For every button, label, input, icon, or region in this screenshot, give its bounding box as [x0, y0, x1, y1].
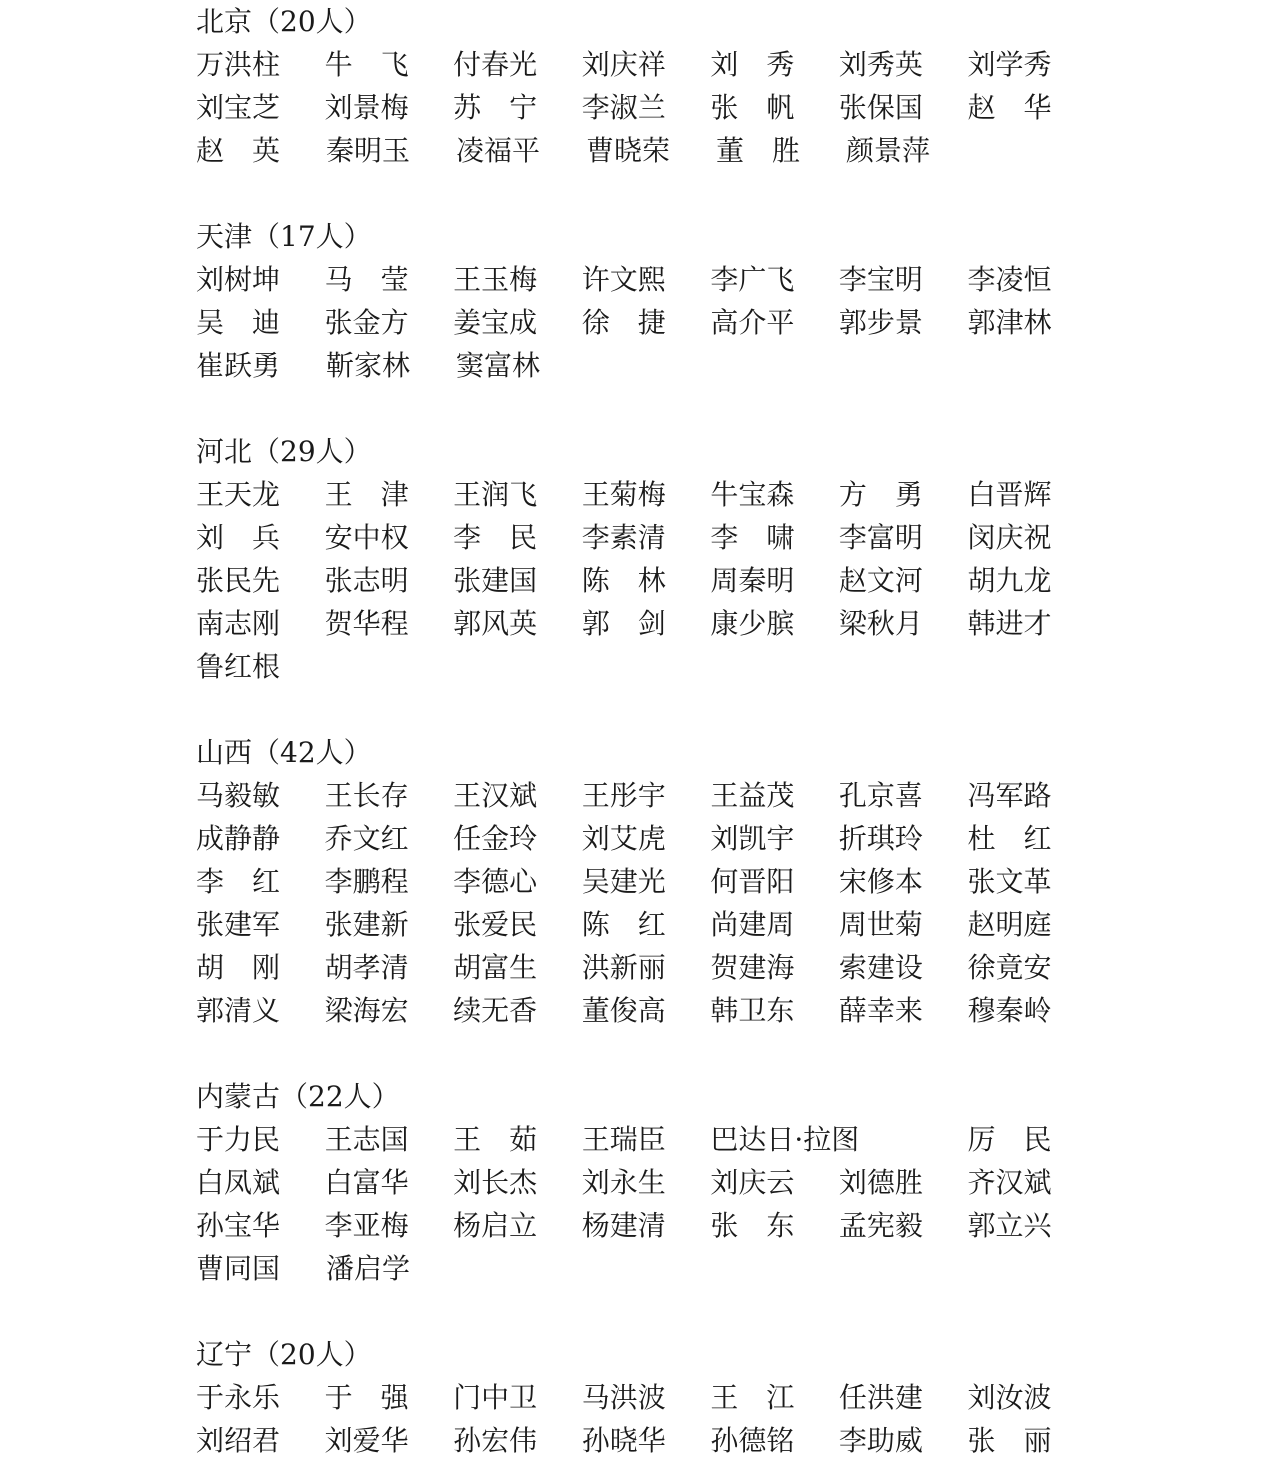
person-name: 刘凯宇 — [710, 822, 795, 855]
person-name: 孙宏伟 — [453, 1424, 538, 1457]
person-name: 张建军 — [196, 908, 281, 941]
person-name: 王益茂 — [710, 779, 795, 812]
person-name: 王玉梅 — [453, 263, 538, 296]
person-name: 刘秀英 — [838, 48, 923, 81]
person-name: 乔文红 — [324, 822, 409, 855]
person-name: 郭风英 — [453, 607, 538, 640]
person-name: 陈 红 — [581, 908, 666, 941]
person-name: 穆秦岭 — [967, 994, 1052, 1027]
name-row — [196, 1161, 1096, 1204]
person-name: 张 帆 — [710, 91, 795, 124]
person-name: 杨启立 — [453, 1209, 538, 1242]
person-name: 任金玲 — [453, 822, 538, 855]
section-spacer — [196, 1290, 1096, 1333]
person-name: 白富华 — [324, 1166, 409, 1199]
person-name: 刘绍君 — [196, 1424, 281, 1457]
person-name: 方 勇 — [838, 478, 923, 511]
person-name: 巴达日·拉图 — [710, 1123, 860, 1156]
document-body — [196, 0, 1096, 1462]
person-name: 王彤宇 — [581, 779, 666, 812]
person-name: 李素清 — [581, 521, 666, 554]
person-name: 刘庆云 — [710, 1166, 795, 1199]
person-name: 白晋辉 — [967, 478, 1052, 511]
person-name: 王 江 — [710, 1381, 795, 1414]
person-name: 厉 民 — [967, 1123, 1052, 1156]
person-name: 郭立兴 — [967, 1209, 1052, 1242]
name-row — [196, 344, 1096, 387]
person-name: 胡孝清 — [324, 951, 409, 984]
person-name: 孟宪毅 — [838, 1209, 923, 1242]
person-name: 鲁红根 — [196, 650, 281, 683]
person-name: 刘景梅 — [324, 91, 409, 124]
person-name: 刘学秀 — [967, 48, 1052, 81]
person-name: 索建设 — [838, 951, 923, 984]
province-heading: 河北（29人） — [196, 435, 372, 468]
person-name: 成静静 — [196, 822, 281, 855]
person-name: 刘永生 — [581, 1166, 666, 1199]
province-heading: 内蒙古（22人） — [196, 1080, 400, 1113]
person-name: 张建新 — [324, 908, 409, 941]
person-name: 郭清义 — [196, 994, 281, 1027]
person-name: 张 东 — [710, 1209, 795, 1242]
name-row — [196, 129, 1096, 172]
person-name: 吴 迪 — [196, 306, 281, 339]
person-name: 潘启学 — [326, 1252, 411, 1285]
person-name: 王志国 — [324, 1123, 409, 1156]
person-name: 冯军路 — [967, 779, 1052, 812]
person-name: 梁秋月 — [838, 607, 923, 640]
person-name: 杨建清 — [581, 1209, 666, 1242]
person-name: 韩卫东 — [710, 994, 795, 1027]
person-name: 秦明玉 — [326, 134, 411, 167]
name-row — [196, 989, 1096, 1032]
person-name: 苏 宁 — [453, 91, 538, 124]
name-row — [196, 86, 1096, 129]
name-row — [196, 301, 1096, 344]
person-name: 折琪玲 — [838, 822, 923, 855]
person-name: 付春光 — [453, 48, 538, 81]
person-name: 洪新丽 — [581, 951, 666, 984]
province-section — [196, 0, 1096, 215]
person-name: 刘树坤 — [196, 263, 281, 296]
person-name: 李助威 — [838, 1424, 923, 1457]
person-name: 牛宝森 — [710, 478, 795, 511]
person-name: 马 莹 — [324, 263, 409, 296]
person-name: 贺建海 — [710, 951, 795, 984]
person-name: 闵庆祝 — [967, 521, 1052, 554]
province-heading: 辽宁（20人） — [196, 1338, 372, 1371]
person-name: 胡富生 — [453, 951, 538, 984]
person-name: 王瑞臣 — [581, 1123, 666, 1156]
person-name: 赵 华 — [967, 91, 1052, 124]
person-name: 李淑兰 — [581, 91, 666, 124]
person-name: 李凌恒 — [967, 263, 1052, 296]
name-row — [196, 602, 1096, 645]
name-row — [196, 516, 1096, 559]
province-heading: 北京（20人） — [196, 5, 372, 38]
name-row — [196, 645, 1096, 688]
person-name: 刘汝波 — [967, 1381, 1052, 1414]
name-row — [196, 774, 1096, 817]
person-name: 刘宝芝 — [196, 91, 281, 124]
person-name: 于永乐 — [196, 1381, 281, 1414]
name-row — [196, 946, 1096, 989]
province-section — [196, 1333, 1096, 1462]
person-name: 李 红 — [196, 865, 281, 898]
person-name: 郭步景 — [838, 306, 923, 339]
person-name: 张建国 — [453, 564, 538, 597]
person-name: 何晋阳 — [710, 865, 795, 898]
person-name: 赵明庭 — [967, 908, 1052, 941]
person-name: 续无香 — [453, 994, 538, 1027]
section-spacer — [196, 172, 1096, 215]
person-name: 贺华程 — [324, 607, 409, 640]
person-name: 安中权 — [324, 521, 409, 554]
name-row — [196, 1118, 1096, 1161]
person-name: 王汉斌 — [453, 779, 538, 812]
name-row — [196, 1376, 1096, 1419]
person-name: 李 啸 — [710, 521, 795, 554]
person-name: 赵 英 — [196, 134, 281, 167]
person-name: 刘长杰 — [453, 1166, 538, 1199]
person-name: 徐 捷 — [581, 306, 666, 339]
person-name: 门中卫 — [453, 1381, 538, 1414]
person-name: 许文熙 — [581, 263, 666, 296]
person-name: 李富明 — [838, 521, 923, 554]
name-row — [196, 903, 1096, 946]
person-name: 宋修本 — [838, 865, 923, 898]
person-name: 于力民 — [196, 1123, 281, 1156]
name-row — [196, 43, 1096, 86]
person-name: 王天龙 — [196, 478, 281, 511]
person-name: 李鹏程 — [324, 865, 409, 898]
person-name: 张 丽 — [967, 1424, 1052, 1457]
person-name: 李广飞 — [710, 263, 795, 296]
person-name: 凌福平 — [456, 134, 541, 167]
person-name: 任洪建 — [838, 1381, 923, 1414]
name-row — [196, 258, 1096, 301]
person-name: 张爱民 — [453, 908, 538, 941]
person-name: 刘庆祥 — [581, 48, 666, 81]
person-name: 赵文河 — [838, 564, 923, 597]
province-heading: 山西（42人） — [196, 736, 372, 769]
person-name: 张金方 — [324, 306, 409, 339]
person-name: 周秦明 — [710, 564, 795, 597]
person-name: 周世菊 — [838, 908, 923, 941]
province-section — [196, 430, 1096, 731]
person-name: 姜宝成 — [453, 306, 538, 339]
name-row — [196, 559, 1096, 602]
person-name: 薛幸来 — [838, 994, 923, 1027]
person-name: 白凤斌 — [196, 1166, 281, 1199]
person-name: 于 强 — [324, 1381, 409, 1414]
name-row — [196, 1204, 1096, 1247]
person-name: 马洪波 — [581, 1381, 666, 1414]
person-name: 刘德胜 — [838, 1166, 923, 1199]
person-name: 靳家林 — [326, 349, 411, 382]
person-name: 曹晓荣 — [586, 134, 671, 167]
person-name: 杜 红 — [967, 822, 1052, 855]
person-name: 李宝明 — [838, 263, 923, 296]
name-row — [196, 860, 1096, 903]
person-name: 张志明 — [324, 564, 409, 597]
person-name: 崔跃勇 — [196, 349, 281, 382]
person-name: 刘爱华 — [324, 1424, 409, 1457]
person-name: 孙宝华 — [196, 1209, 281, 1242]
person-name: 郭 剑 — [581, 607, 666, 640]
person-name: 康少膑 — [710, 607, 795, 640]
person-name: 胡九龙 — [967, 564, 1052, 597]
province-section — [196, 1075, 1096, 1333]
person-name: 董 胜 — [716, 134, 801, 167]
province-section — [196, 215, 1096, 430]
person-name: 窦富林 — [456, 349, 541, 382]
name-row — [196, 473, 1096, 516]
person-name: 韩进才 — [967, 607, 1052, 640]
person-name: 郭津林 — [967, 306, 1052, 339]
person-name: 牛 飞 — [324, 48, 409, 81]
person-name: 李 民 — [453, 521, 538, 554]
person-name: 尚建周 — [710, 908, 795, 941]
person-name: 颜景萍 — [846, 134, 931, 167]
person-name: 王润飞 — [453, 478, 538, 511]
person-name: 高介平 — [710, 306, 795, 339]
person-name: 孔京喜 — [838, 779, 923, 812]
section-spacer — [196, 688, 1096, 731]
person-name: 董俊高 — [581, 994, 666, 1027]
person-name: 王长存 — [324, 779, 409, 812]
person-name: 胡 刚 — [196, 951, 281, 984]
person-name: 李德心 — [453, 865, 538, 898]
person-name: 吴建光 — [581, 865, 666, 898]
person-name: 王 茹 — [453, 1123, 538, 1156]
name-row — [196, 1247, 1096, 1290]
person-name: 张保国 — [838, 91, 923, 124]
person-name: 孙晓华 — [581, 1424, 666, 1457]
person-name: 梁海宏 — [324, 994, 409, 1027]
province-heading: 天津（17人） — [196, 220, 372, 253]
person-name: 张民先 — [196, 564, 281, 597]
person-name: 刘艾虎 — [581, 822, 666, 855]
person-name: 孙德铭 — [710, 1424, 795, 1457]
person-name: 张文革 — [967, 865, 1052, 898]
person-name: 刘 兵 — [196, 521, 281, 554]
person-name: 刘 秀 — [710, 48, 795, 81]
person-name: 王 津 — [324, 478, 409, 511]
province-section — [196, 731, 1096, 1075]
name-row — [196, 817, 1096, 860]
person-name: 王菊梅 — [581, 478, 666, 511]
person-name: 马毅敏 — [196, 779, 281, 812]
person-name: 万洪柱 — [196, 48, 281, 81]
section-spacer — [196, 387, 1096, 430]
person-name: 李亚梅 — [324, 1209, 409, 1242]
person-name: 陈 林 — [581, 564, 666, 597]
section-spacer — [196, 1032, 1096, 1075]
person-name: 南志刚 — [196, 607, 281, 640]
name-row — [196, 1419, 1096, 1462]
person-name: 徐竟安 — [967, 951, 1052, 984]
person-name: 曹同国 — [196, 1252, 281, 1285]
person-name: 齐汉斌 — [967, 1166, 1052, 1199]
